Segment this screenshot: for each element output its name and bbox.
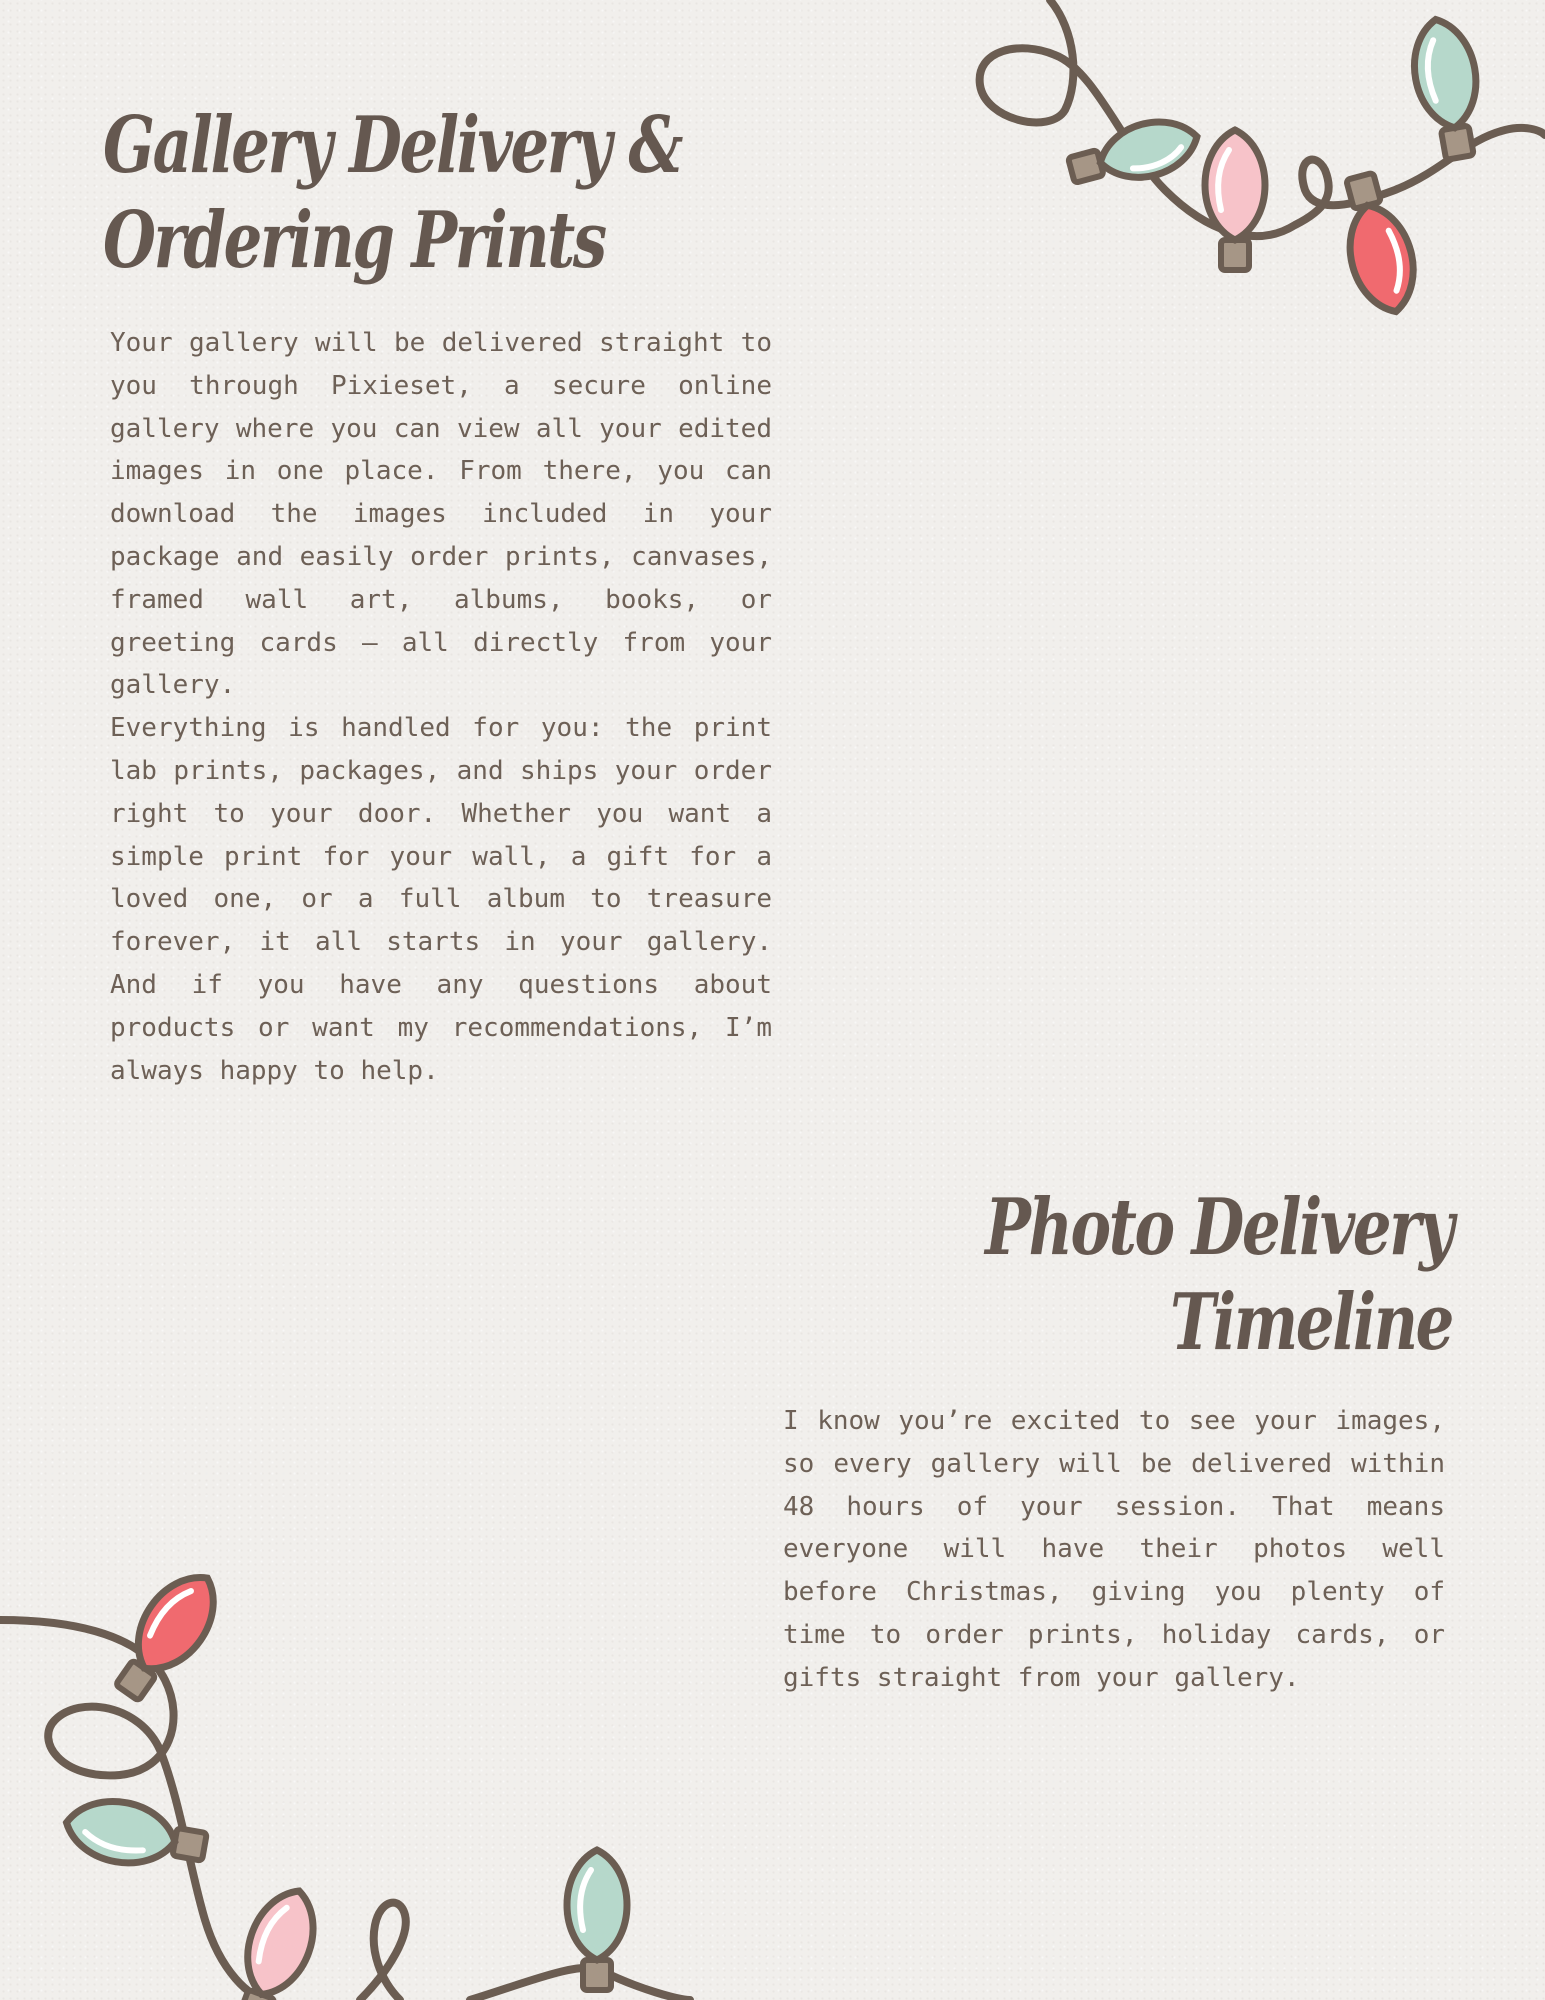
christmas-lights-top-right [975,0,1545,330]
gallery-paragraph-1: Your gallery will be delivered straight to you through Pixieset, a secure online gallery where you can view all your edited images in one place. From there, you can download the images included in your package and easily order prints, canvases, framed wall art, albums, books, or greeting cards — all directly from your gallery. [110,328,772,701]
christmas-lights-bottom-left [0,1540,700,2000]
bulb-red-right [1331,169,1425,320]
gallery-paragraph-2: Everything is handled for you: the print lab prints, packages, and ships your order right to your door. Whether you want a simple print for your wall, a gift for a loved one, or a full album to treasure forever, it all starts in your gallery. And if you have any questions about products or want my recommendations, I’m always happy to help. [110,713,772,1086]
bulb-pink-top [1205,130,1265,270]
timeline-heading-line-2: Timeline [1170,1277,1452,1368]
gallery-heading-line-2: Ordering Prints [103,195,605,286]
bulb-mint-left [1065,111,1204,195]
photo-delivery-timeline-body [783,1400,1445,1700]
gallery-delivery-body [110,322,772,1092]
timeline-heading-line-1: Photo Delivery [985,1182,1452,1273]
photo-delivery-timeline-heading [812,1180,1452,1370]
timeline-paragraph: I know you’re excited to see your images, so every gallery will be delivered within 48 hours of your session. That means everyone will have their photos well before Christmas, giving you plenty of time to order prints, holiday cards, or gifts straight from your gallery. [783,1406,1445,1693]
gallery-delivery-heading [103,98,836,288]
gallery-heading-line-1: Gallery Delivery & [103,100,682,191]
